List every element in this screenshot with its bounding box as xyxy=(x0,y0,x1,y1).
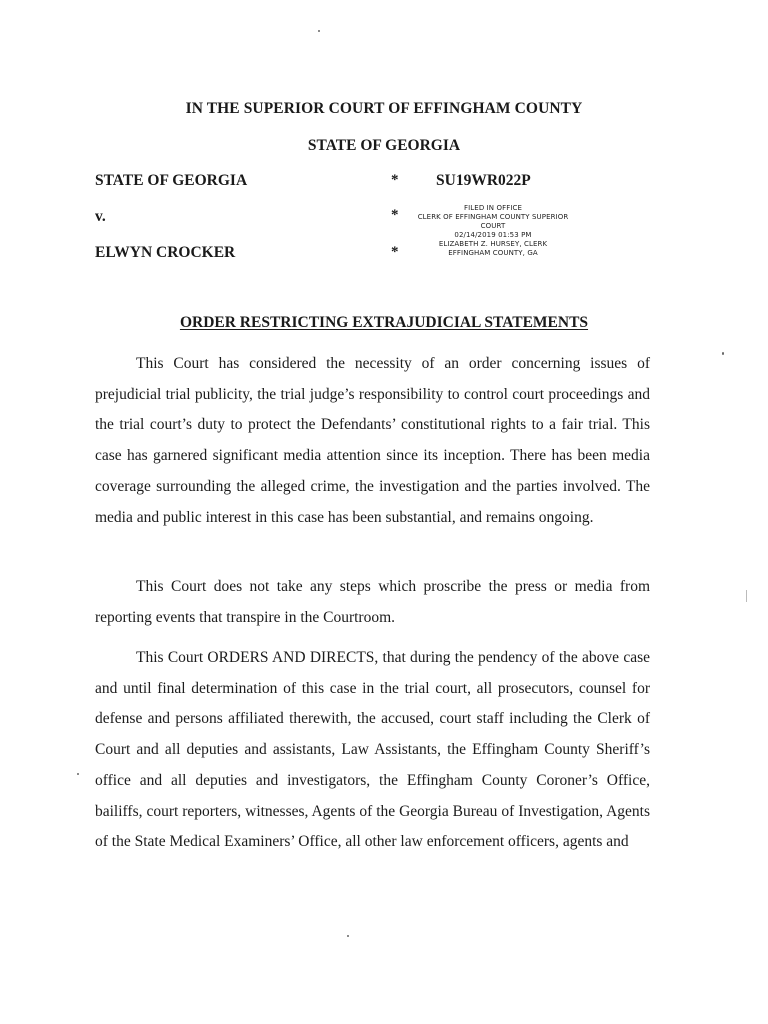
caption-defendant: ELWYN CROCKER xyxy=(95,244,236,261)
order-title xyxy=(0,314,768,332)
stamp-line-timestamp: 02/14/2019 01:53 PM xyxy=(454,231,532,239)
paragraph-1-text: This Court has considered the necessity of an order concerning issues of prejudicial trial publicity, the trial judge’s responsibility to control court proceedings and the trial court’s duty to protect the Defendants’ constitutional rights to a fair trial. This case has garnered significant media attention since its inception. There has been media coverage surrounding the alleged crime, the investigation and the parties involved. The media and public interest in this case has been substantial, and remains ongoing. xyxy=(95,355,650,526)
scan-speck xyxy=(347,935,349,937)
scan-edge-mark xyxy=(746,590,747,602)
paragraph-1 xyxy=(95,349,650,533)
paragraph-3-text: This Court ORDERS AND DIRECTS, that during the pendency of the above case and until final determination of this case in the trial court, all prosecutors, counsel for defense and persons affiliated therewith, the accused, court staff including the Clerk of Court and all deputies and assistants, Law Assistants, the Effingham County Sheriff’s office and all deputies and investigators, the Effingham County Coroner’s Office, bailiffs, court reporters, witnesses, Agents of the Georgia Bureau of Investigation, Agents of the State Medical Examiners’ Office, all other law enforcement officers, agents and xyxy=(95,649,650,851)
stamp-line-clerk-name: ELIZABETH Z. HURSEY, CLERK xyxy=(438,240,548,248)
paragraph-2-text: This Court does not take any steps which proscribe the press or media from reporting events that transpire in the Courtroom. xyxy=(95,578,650,626)
paragraph-2 xyxy=(95,572,650,633)
caption-separator-2: * xyxy=(391,207,399,223)
case-number: SU19WR022P xyxy=(436,172,531,189)
scan-speck xyxy=(318,30,320,32)
order-title-text: ORDER RESTRICTING EXTRAJUDICIAL STATEMENTS xyxy=(179,314,589,331)
stamp-line-filed: FILED IN OFFICE xyxy=(464,204,522,212)
court-heading: IN THE SUPERIOR COURT OF EFFINGHAM COUNTY xyxy=(185,100,583,117)
caption-separator-3: * xyxy=(391,244,399,260)
filing-stamp xyxy=(413,204,573,258)
caption-versus: v. xyxy=(95,208,106,225)
stamp-line-county: EFFINGHAM COUNTY, GA xyxy=(448,249,538,257)
paragraph-3 xyxy=(95,643,650,858)
stamp-line-court: COURT xyxy=(480,222,506,230)
stamp-line-clerk: CLERK OF EFFINGHAM COUNTY SUPERIOR xyxy=(417,213,569,221)
caption-plaintiff: STATE OF GEORGIA xyxy=(95,172,248,189)
scan-speck xyxy=(722,352,724,355)
state-heading: STATE OF GEORGIA xyxy=(307,137,461,154)
scan-speck xyxy=(77,773,79,775)
caption-separator-1: * xyxy=(391,172,399,188)
